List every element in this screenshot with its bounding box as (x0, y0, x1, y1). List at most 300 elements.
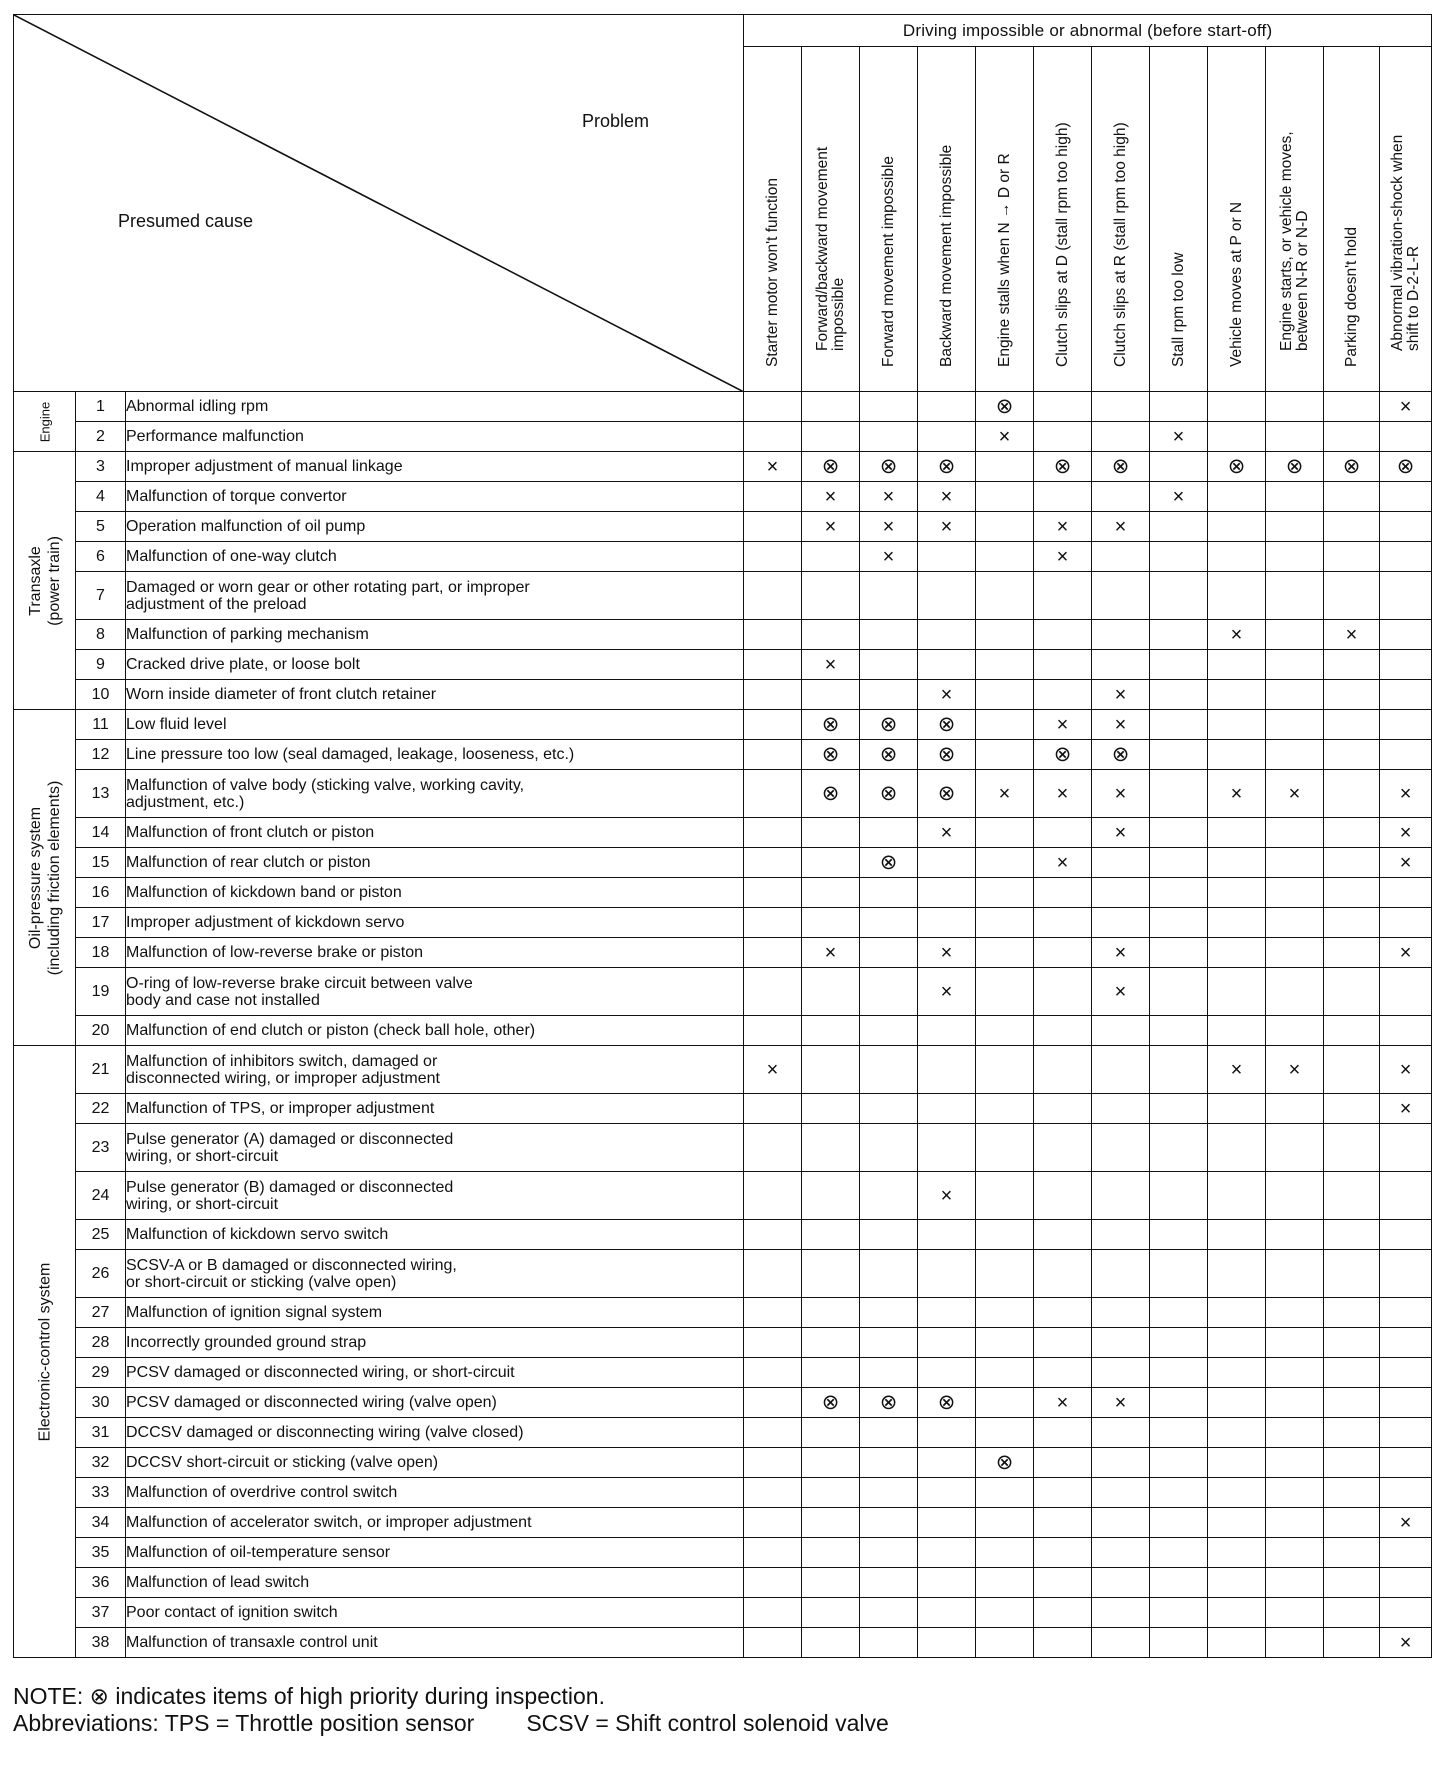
mark-cell (1324, 1478, 1380, 1508)
abbreviations-line (13, 1710, 889, 1737)
mark-cell (976, 512, 1034, 542)
mark-cell (1324, 482, 1380, 512)
x-mark: × (1114, 1391, 1127, 1414)
mark-cell (1266, 968, 1324, 1016)
mark-cell (1150, 392, 1208, 422)
mark-cell (1324, 1508, 1380, 1538)
mark-cell (1380, 1538, 1432, 1568)
mark-cell (860, 1250, 918, 1298)
mark-cell (802, 1016, 860, 1046)
mark-cell (1208, 1538, 1266, 1568)
mark-cell (1266, 1046, 1324, 1094)
priority-mark: ⊗ (879, 743, 898, 766)
mark-cell (1380, 1598, 1432, 1628)
mark-cell (802, 1094, 860, 1124)
mark-cell (918, 1250, 976, 1298)
mark-cell (1092, 968, 1150, 1016)
mark-cell (1324, 968, 1380, 1016)
mark-cell (1092, 1538, 1150, 1568)
mark-cell (1150, 1598, 1208, 1628)
mark-cell (802, 848, 860, 878)
priority-mark: ⊗ (821, 743, 840, 766)
mark-cell (1092, 1358, 1150, 1388)
mark-cell (1266, 1568, 1324, 1598)
x-mark: × (1056, 782, 1069, 805)
mark-cell (1034, 650, 1092, 680)
cause-description (126, 770, 744, 818)
mark-cell (1034, 1628, 1092, 1658)
mark-cell (1150, 710, 1208, 740)
mark-cell (1092, 1124, 1150, 1172)
mark-cell (1034, 482, 1092, 512)
cause-line: wiring, or short-circuit (126, 1147, 279, 1165)
problem-column-line: Clutch slips at D (stall rpm too high) (1053, 122, 1071, 367)
priority-mark: ⊗ (937, 1391, 956, 1414)
mark-cell (802, 1298, 860, 1328)
problem-column-line: impossible (829, 277, 847, 351)
mark-cell (1150, 1250, 1208, 1298)
mark-cell (1150, 1568, 1208, 1598)
mark-cell (918, 512, 976, 542)
table-row (14, 1046, 1432, 1094)
mark-cell (918, 908, 976, 938)
category-label (35, 1262, 54, 1441)
mark-cell (1380, 878, 1432, 908)
mark-cell (802, 680, 860, 710)
mark-cell (744, 1448, 802, 1478)
mark-cell (1266, 908, 1324, 938)
cause-description: Malfunction of oil-temperature sensor (126, 1538, 744, 1568)
mark-cell (860, 818, 918, 848)
mark-cell (1034, 770, 1092, 818)
mark-cell (1266, 848, 1324, 878)
priority-mark: ⊗ (937, 455, 956, 478)
table-row (14, 392, 1432, 422)
problem-column-label (1229, 35, 1245, 367)
mark-cell (1034, 1172, 1092, 1220)
mark-cell (1092, 1220, 1150, 1250)
mark-cell (802, 1358, 860, 1388)
priority-mark: ⊗ (879, 713, 898, 736)
mark-cell (1034, 620, 1092, 650)
mark-cell (802, 392, 860, 422)
mark-cell (1092, 1298, 1150, 1328)
mark-cell (1324, 1172, 1380, 1220)
mark-cell (1034, 512, 1092, 542)
cause-description: Poor contact of ignition switch (126, 1598, 744, 1628)
mark-cell (976, 1388, 1034, 1418)
mark-cell (744, 1172, 802, 1220)
table-row (14, 1328, 1432, 1358)
mark-cell (1266, 482, 1324, 512)
row-number: 1 (76, 392, 126, 422)
mark-cell (1380, 572, 1432, 620)
mark-cell (744, 848, 802, 878)
mark-cell (802, 1538, 860, 1568)
mark-cell (1092, 878, 1150, 908)
x-mark: × (1056, 851, 1069, 874)
mark-cell (1034, 1328, 1092, 1358)
mark-cell (802, 452, 860, 482)
mark-cell (802, 1628, 860, 1658)
mark-cell (1324, 818, 1380, 848)
mark-cell (860, 1016, 918, 1046)
table-row (14, 1478, 1432, 1508)
table-row (14, 1172, 1432, 1220)
mark-cell (1324, 1358, 1380, 1388)
mark-cell (1266, 650, 1324, 680)
mark-cell (1208, 512, 1266, 542)
cause-line: or short-circuit or sticking (valve open) (126, 1273, 397, 1291)
mark-cell (802, 1388, 860, 1418)
troubleshooting-table (13, 14, 1432, 1658)
mark-cell (1266, 620, 1324, 650)
mark-cell (918, 1016, 976, 1046)
mark-cell (1034, 1508, 1092, 1538)
x-mark: × (1114, 782, 1127, 805)
mark-cell (1324, 1250, 1380, 1298)
mark-cell (860, 680, 918, 710)
mark-cell (860, 1448, 918, 1478)
cause-line: body and case not installed (126, 991, 320, 1009)
x-mark: × (1288, 782, 1301, 805)
mark-cell (802, 1568, 860, 1598)
mark-cell (744, 1478, 802, 1508)
table-row (14, 710, 1432, 740)
problem-column-label (1390, 19, 1422, 351)
note-line (13, 1683, 889, 1710)
mark-cell (1324, 878, 1380, 908)
mark-cell (1380, 1220, 1432, 1250)
mark-cell (1150, 452, 1208, 482)
table-row (14, 542, 1432, 572)
problem-column-line: Parking doesn't hold (1342, 227, 1360, 367)
mark-cell (976, 1448, 1034, 1478)
table-row (14, 938, 1432, 968)
mark-cell (860, 620, 918, 650)
mark-cell (1208, 968, 1266, 1016)
mark-cell (802, 818, 860, 848)
row-number: 30 (76, 1388, 126, 1418)
mark-cell (1380, 1358, 1432, 1388)
problem-column-line: between N-R or N-D (1293, 210, 1311, 351)
mark-cell (976, 818, 1034, 848)
cause-description: Malfunction of front clutch or piston (126, 818, 744, 848)
mark-cell (1150, 422, 1208, 452)
mark-cell (918, 1388, 976, 1418)
cause-description: Malfunction of accelerator switch, or improper adjustment (126, 1508, 744, 1538)
mark-cell (1150, 1328, 1208, 1358)
mark-cell (918, 710, 976, 740)
priority-mark: ⊗ (1053, 743, 1072, 766)
table-row (14, 512, 1432, 542)
x-mark: × (998, 782, 1011, 805)
mark-cell (1324, 422, 1380, 452)
category-label (35, 401, 54, 441)
mark-cell (744, 1328, 802, 1358)
mark-cell (860, 1298, 918, 1328)
mark-cell (802, 1328, 860, 1358)
mark-cell (744, 1418, 802, 1448)
problem-column-header (1380, 47, 1432, 392)
mark-cell (1324, 512, 1380, 542)
mark-cell (744, 680, 802, 710)
mark-cell (1324, 1328, 1380, 1358)
mark-cell (744, 1388, 802, 1418)
mark-cell (1034, 1046, 1092, 1094)
mark-cell (1208, 1046, 1266, 1094)
problem-column-header (976, 47, 1034, 392)
mark-cell (1208, 482, 1266, 512)
mark-cell (860, 740, 918, 770)
x-mark: × (940, 485, 953, 508)
category-cell (14, 1046, 76, 1658)
mark-cell (1150, 770, 1208, 818)
problem-column-label (1344, 35, 1360, 367)
mark-cell (976, 422, 1034, 452)
mark-cell (1092, 650, 1150, 680)
mark-cell (744, 1358, 802, 1388)
mark-cell (976, 572, 1034, 620)
mark-cell (1266, 422, 1324, 452)
table-row (14, 908, 1432, 938)
mark-cell (1324, 848, 1380, 878)
mark-cell (802, 878, 860, 908)
mark-cell (1034, 1220, 1092, 1250)
mark-cell (860, 542, 918, 572)
mark-cell (918, 818, 976, 848)
mark-cell (860, 710, 918, 740)
mark-cell (1150, 620, 1208, 650)
mark-cell (802, 620, 860, 650)
x-mark: × (766, 1058, 779, 1081)
mark-cell (744, 1046, 802, 1094)
row-number: 24 (76, 1172, 126, 1220)
cause-description: Malfunction of transaxle control unit (126, 1628, 744, 1658)
mark-cell (1092, 1172, 1150, 1220)
mark-cell (1266, 1448, 1324, 1478)
x-mark: × (940, 980, 953, 1003)
mark-cell (802, 1124, 860, 1172)
mark-cell (1324, 1016, 1380, 1046)
mark-cell (1380, 512, 1432, 542)
mark-cell (1266, 1220, 1324, 1250)
mark-cell (1266, 1172, 1324, 1220)
mark-cell (918, 1598, 976, 1628)
mark-cell (1324, 1628, 1380, 1658)
mark-cell (976, 1508, 1034, 1538)
mark-cell (918, 482, 976, 512)
mark-cell (1208, 740, 1266, 770)
mark-cell (1266, 1016, 1324, 1046)
mark-cell (1324, 710, 1380, 740)
mark-cell (976, 1298, 1034, 1328)
row-number: 7 (76, 572, 126, 620)
mark-cell (1034, 1448, 1092, 1478)
priority-mark: ⊗ (879, 1391, 898, 1414)
x-mark: × (1114, 515, 1127, 538)
cause-description: Malfunction of lead switch (126, 1568, 744, 1598)
priority-mark: ⊗ (821, 1391, 840, 1414)
column-group-title: Driving impossible or abnormal (before start-off) (744, 15, 1432, 47)
cause-description: Abnormal idling rpm (126, 392, 744, 422)
mark-cell (860, 452, 918, 482)
table-row (14, 848, 1432, 878)
mark-cell (1208, 422, 1266, 452)
row-number: 16 (76, 878, 126, 908)
x-mark: × (1056, 545, 1069, 568)
x-mark: × (1399, 1097, 1412, 1120)
row-number: 6 (76, 542, 126, 572)
mark-cell (1034, 1298, 1092, 1328)
mark-cell (744, 1220, 802, 1250)
mark-cell (1150, 848, 1208, 878)
cause-description: PCSV damaged or disconnected wiring (valve open) (126, 1388, 744, 1418)
mark-cell (1324, 938, 1380, 968)
row-number: 35 (76, 1538, 126, 1568)
mark-cell (1150, 542, 1208, 572)
mark-cell (802, 572, 860, 620)
problem-column-label (881, 35, 897, 367)
mark-cell (802, 968, 860, 1016)
x-mark: × (1230, 623, 1243, 646)
mark-cell (1324, 680, 1380, 710)
mark-cell (1150, 1478, 1208, 1508)
mark-cell (802, 1250, 860, 1298)
mark-cell (1034, 542, 1092, 572)
mark-cell (860, 848, 918, 878)
problem-column-header (1208, 47, 1266, 392)
mark-cell (1092, 1508, 1150, 1538)
mark-cell (1150, 938, 1208, 968)
row-number: 5 (76, 512, 126, 542)
mark-cell (1150, 482, 1208, 512)
mark-cell (860, 1220, 918, 1250)
mark-cell (1208, 848, 1266, 878)
x-mark: × (1230, 1058, 1243, 1081)
mark-cell (1092, 1328, 1150, 1358)
cause-line: SCSV-A or B damaged or disconnected wiring, (126, 1256, 457, 1274)
cause-description (126, 1046, 744, 1094)
mark-cell (1034, 908, 1092, 938)
mark-cell (860, 1628, 918, 1658)
mark-cell (976, 620, 1034, 650)
mark-cell (1266, 512, 1324, 542)
mark-cell (744, 1016, 802, 1046)
mark-cell (1380, 680, 1432, 710)
mark-cell (1034, 740, 1092, 770)
mark-cell (1208, 1478, 1266, 1508)
mark-cell (1380, 1418, 1432, 1448)
mark-cell (744, 818, 802, 848)
mark-cell (1380, 818, 1432, 848)
row-number: 12 (76, 740, 126, 770)
mark-cell (860, 1598, 918, 1628)
mark-cell (1324, 1046, 1380, 1094)
mark-cell (1092, 938, 1150, 968)
mark-cell (976, 1016, 1034, 1046)
mark-cell (860, 572, 918, 620)
abbr-scsv: SCSV = Shift control solenoid valve (526, 1710, 889, 1736)
problem-column-header (744, 47, 802, 392)
mark-cell (1034, 1094, 1092, 1124)
mark-cell (976, 1628, 1034, 1658)
mark-cell (918, 1358, 976, 1388)
mark-cell (1208, 1328, 1266, 1358)
x-mark: × (1056, 1391, 1069, 1414)
mark-cell (1034, 1478, 1092, 1508)
mark-cell (1266, 818, 1324, 848)
mark-cell (1208, 452, 1266, 482)
table-row (14, 1250, 1432, 1298)
row-number: 14 (76, 818, 126, 848)
mark-cell (744, 740, 802, 770)
row-number: 29 (76, 1358, 126, 1388)
x-mark: × (1172, 485, 1185, 508)
note-text: indicates items of high priority during inspection. (115, 1683, 605, 1709)
x-mark: × (1114, 683, 1127, 706)
cause-description (126, 1124, 744, 1172)
mark-cell (744, 482, 802, 512)
mark-cell (1324, 1094, 1380, 1124)
mark-cell (1150, 1388, 1208, 1418)
priority-mark: ⊗ (1111, 743, 1130, 766)
mark-cell (1208, 1220, 1266, 1250)
priority-mark: ⊗ (879, 851, 898, 874)
x-mark: × (1399, 782, 1412, 805)
mark-cell (1092, 1094, 1150, 1124)
footnotes (13, 1683, 889, 1737)
mark-cell (744, 1538, 802, 1568)
category-label-line: Electronic-control system (36, 1262, 53, 1441)
mark-cell (1092, 1418, 1150, 1448)
cause-line: Malfunction of inhibitors switch, damaged or (126, 1052, 438, 1070)
table-row (14, 818, 1432, 848)
table-row (14, 1628, 1432, 1658)
table-row (14, 968, 1432, 1016)
row-number: 10 (76, 680, 126, 710)
x-mark: × (1399, 1631, 1412, 1654)
mark-cell (976, 1358, 1034, 1388)
mark-cell (1092, 452, 1150, 482)
row-number: 20 (76, 1016, 126, 1046)
mark-cell (860, 1568, 918, 1598)
x-mark: × (882, 515, 895, 538)
table-row (14, 740, 1432, 770)
x-mark: × (940, 941, 953, 964)
cause-description: Performance malfunction (126, 422, 744, 452)
mark-cell (918, 452, 976, 482)
table-row (14, 1220, 1432, 1250)
mark-cell (1150, 1220, 1208, 1250)
mark-cell (918, 572, 976, 620)
row-number: 4 (76, 482, 126, 512)
mark-cell (744, 1568, 802, 1598)
mark-cell (1208, 1568, 1266, 1598)
mark-cell (1034, 1568, 1092, 1598)
mark-cell (744, 512, 802, 542)
mark-cell (1150, 968, 1208, 1016)
category-label-line: (power train) (45, 535, 63, 626)
priority-mark: ⊗ (995, 1451, 1014, 1474)
mark-cell (1034, 1358, 1092, 1388)
x-mark: × (940, 683, 953, 706)
mark-cell (918, 1094, 976, 1124)
mark-cell (1266, 392, 1324, 422)
mark-cell (802, 512, 860, 542)
x-mark: × (1056, 713, 1069, 736)
mark-cell (802, 422, 860, 452)
